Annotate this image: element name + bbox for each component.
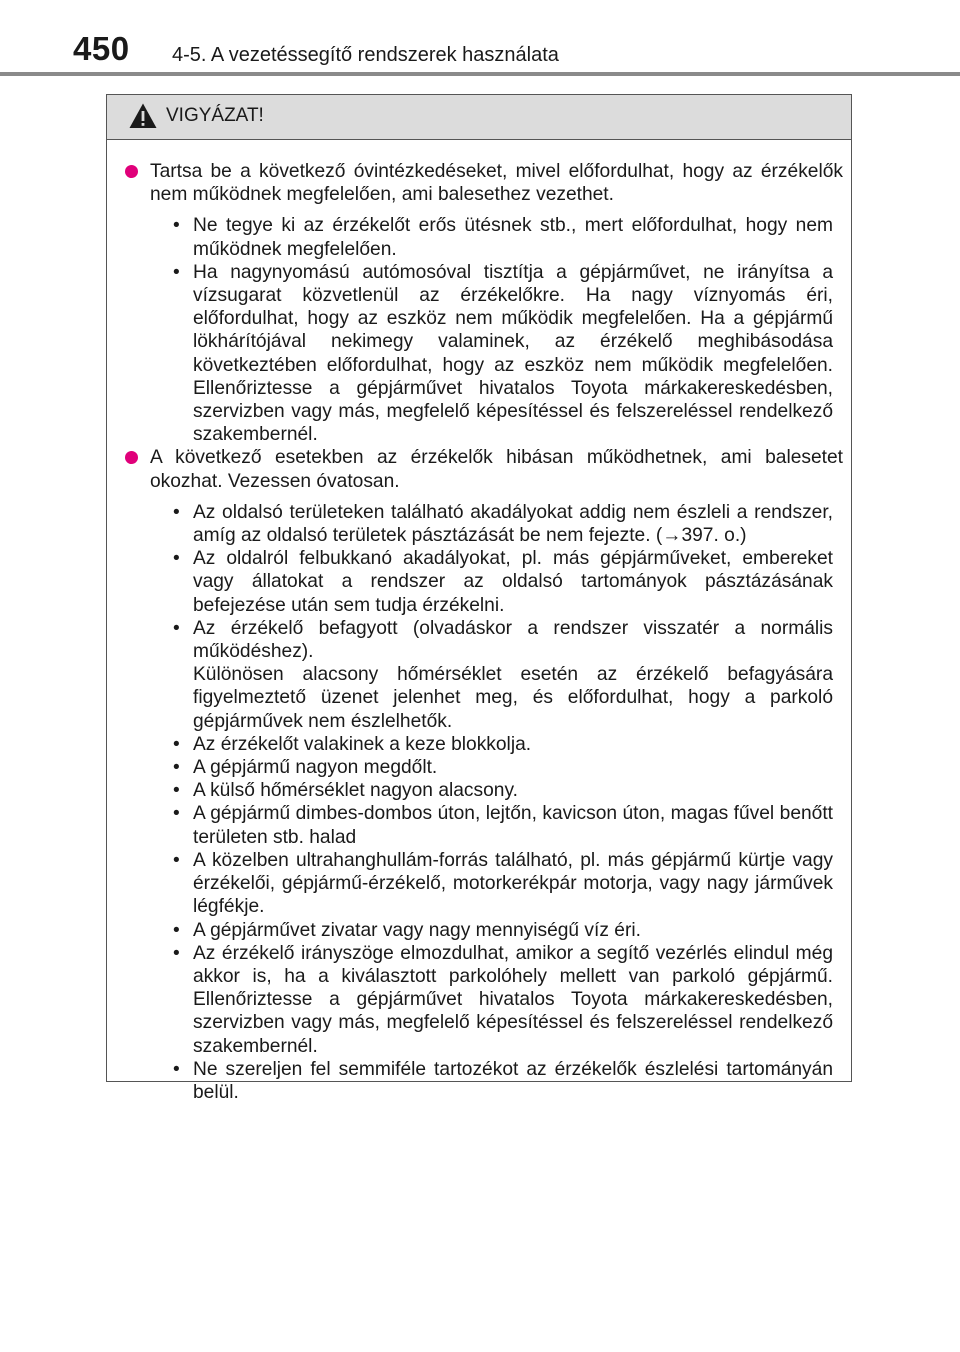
- sub-list-item-text: Ne szereljen fel semmiféle tartozékot az érzékelők észlelési tartományán belül.: [193, 1058, 833, 1103]
- warning-triangle-icon: [128, 102, 158, 130]
- sub-list-item-text: Az oldalsó területeken található akadályokat addig nem észleli a rendszer, amíg az oldalsó területek pásztázását be nem fejezte. (→397. o.): [193, 501, 833, 547]
- sub-list-item: • Ne tegye ki az érzékelőt erős ütésnek stb., mert előfordulhat, hogy nem működnek megfelelően.: [173, 215, 833, 260]
- warning-item-text: Tartsa be a következő óvintézkedéseket, mivel előfordulhat, hogy az érzékelők nem működnek megfelelően, ami balesethez vezethet.: [150, 161, 843, 206]
- sub-list-item: • A közelben ultrahanghullám-forrás található, pl. más gépjármű kürtje vagy érzékelői, gépjármű-érzékelő, motorkerékpár motorja, vagy nagy járművek légfékje.: [173, 849, 833, 918]
- sub-list: [150, 501, 843, 1104]
- sub-list-item: • A gépjármű dimbes-dombos úton, lejtőn, kavicson úton, magas fűvel benőtt területen stb. halad: [173, 803, 833, 848]
- sub-list-item-text: A gépjármű nagyon megdőlt.: [193, 757, 438, 779]
- sub-list-item: • Az oldalsó területeken található akadályokat addig nem észleli a rendszer, amíg az oldalsó területek pásztázását be nem fejezte. (→397. o.): [173, 501, 833, 547]
- sub-list-item: • Az érzékelő befagyott (olvadáskor a rendszer visszatér a normális működéshez). Különösen alacsony hőmérséklet esetén az érzékelő befagyására figyelmeztető üzenet jelenhet meg, és előfordulhat, hogy a parkoló gépjárművek nem észlelhetők.: [173, 617, 833, 732]
- warning-item-text: A következő esetekben az érzékelők hibásan működhetnek, ami balesetet okozhat. Vezessen óvatosan.: [150, 447, 843, 492]
- sub-list-item-text: Az érzékelő befagyott (olvadáskor a rendszer visszatér a normális működéshez).: [193, 617, 833, 663]
- sub-list-item-note: Különösen alacsony hőmérséklet esetén az érzékelő befagyására figyelmeztető üzenet jelenhet meg, és előfordulhat, hogy a parkoló gépjárművek nem észlelhetők.: [193, 664, 833, 732]
- warning-header: [107, 95, 851, 140]
- sub-list-item-text: A gépjárművet zivatar vagy nagy mennyiségű víz éri.: [193, 919, 641, 941]
- sub-list-item: • Ha nagynyomású autómosóval tisztítja a gépjárművet, ne irányítsa a vízsugarat közvetlenül az érzékelőkre. Ha nagy víznyomás éri, előfordulhat, hogy az eszköz nem működik megfelelően. Ha a gépjármű lökhárítójával nekimegy valaminek, az érzékelő meghibásodása következtében előfordulhat, hogy az eszköz nem működik megfelelően. Ellenőriztesse a gépjárművet hivatalos Toyota márkakereskedésben, szervizben vagy más, megfelelő képesítéssel és felszereléssel rendelkező szakembernél.: [173, 261, 833, 446]
- sub-list-item-text: Ha nagynyomású autómosóval tisztítja a gépjárművet, ne irányítsa a vízsugarat közvetlenül az érzékelőkre. Ha nagy víznyomás éri, előfordulhat, hogy az eszköz nem működik megfelelően. Ha a gépjármű lökhárítójával nekimegy valaminek, az érzékelő meghibásodása következtében előfordulhat, hogy az eszköz nem működik megfelelően. Ellenőriztesse a gépjárművet hivatalos Toyota márkakereskedésben, szervizben vagy más, megfelelő képesítéssel és felszereléssel rendelkező szakembernél.: [193, 261, 833, 446]
- bullet-icon: [125, 451, 138, 464]
- warning-title: VIGYÁZAT!: [166, 105, 264, 126]
- page-number: 450: [73, 30, 130, 67]
- sub-list-item-text: Az oldalról felbukkanó akadályokat, pl. más gépjárműveket, embereket vagy állatokat a rendszer az oldalsó tartományok pásztázásának befejezése után sem tudja érzékelni.: [193, 548, 833, 616]
- sub-list-item-text: Ne tegye ki az érzékelőt erős ütésnek stb., mert előfordulhat, hogy nem működnek megfelelően.: [193, 215, 833, 260]
- sub-list: [150, 214, 843, 446]
- bullet-icon: [125, 165, 138, 178]
- warning-box: [106, 94, 852, 1103]
- header-divider: [0, 72, 960, 76]
- sub-list-item-text: A külső hőmérséklet nagyon alacsony.: [193, 780, 518, 802]
- warning-item: [123, 160, 843, 446]
- sub-list-item-text: A közelben ultrahanghullám-forrás található, pl. más gépjármű kürtje vagy érzékelői, gépjármű-érzékelő, motorkerékpár motorja, vagy nagy járművek légfékje.: [193, 849, 833, 918]
- sub-list-item-text: A gépjármű dimbes-dombos úton, lejtőn, kavicson úton, magas fűvel benőtt területen stb. halad: [193, 803, 833, 848]
- sub-list-item: • Az érzékelőt valakinek a keze blokkolja.: [173, 733, 532, 755]
- sub-list-item: • Ne szereljen fel semmiféle tartozékot az érzékelők észlelési tartományán belül.: [173, 1058, 833, 1103]
- sub-list-item: • A gépjárművet zivatar vagy nagy mennyiségű víz éri.: [173, 919, 641, 941]
- sub-list-item: • Az oldalról felbukkanó akadályokat, pl. más gépjárműveket, embereket vagy állatokat a rendszer az oldalsó tartományok pásztázásának befejezése után sem tudja érzékelni.: [173, 548, 833, 616]
- sub-list-item: • Az érzékelő irányszöge elmozdulhat, amikor a segítő vezérlés elindul még akkor is, ha a kiválasztott parkolóhely mellett van parkoló gépjármű. Ellenőriztesse a gépjárművet hivatalos Toyota márkakereskedésben, szervizben vagy más, megfelelő képesítéssel és felszereléssel rendelkező szakembernél.: [173, 942, 833, 1057]
- sub-list-item-text: Az érzékelőt valakinek a keze blokkolja.: [193, 733, 532, 755]
- chapter-title: 4-5. A vezetéssegítő rendszerek használata: [172, 44, 559, 66]
- sub-list-item: • A gépjármű nagyon megdőlt.: [173, 757, 438, 779]
- page-header: [0, 0, 960, 80]
- sub-list-item-text: Az érzékelő irányszöge elmozdulhat, amikor a segítő vezérlés elindul még akkor is, ha a kiválasztott parkolóhely mellett van parkoló gépjármű. Ellenőriztesse a gépjárművet hivatalos Toyota márkakereskedésben, szervizben vagy más, megfelelő képesítéssel és felszereléssel rendelkező szakembernél.: [193, 942, 833, 1057]
- warning-item: [123, 446, 843, 1104]
- warning-body: [107, 140, 851, 1104]
- sub-list-item: • A külső hőmérséklet nagyon alacsony.: [173, 780, 518, 802]
